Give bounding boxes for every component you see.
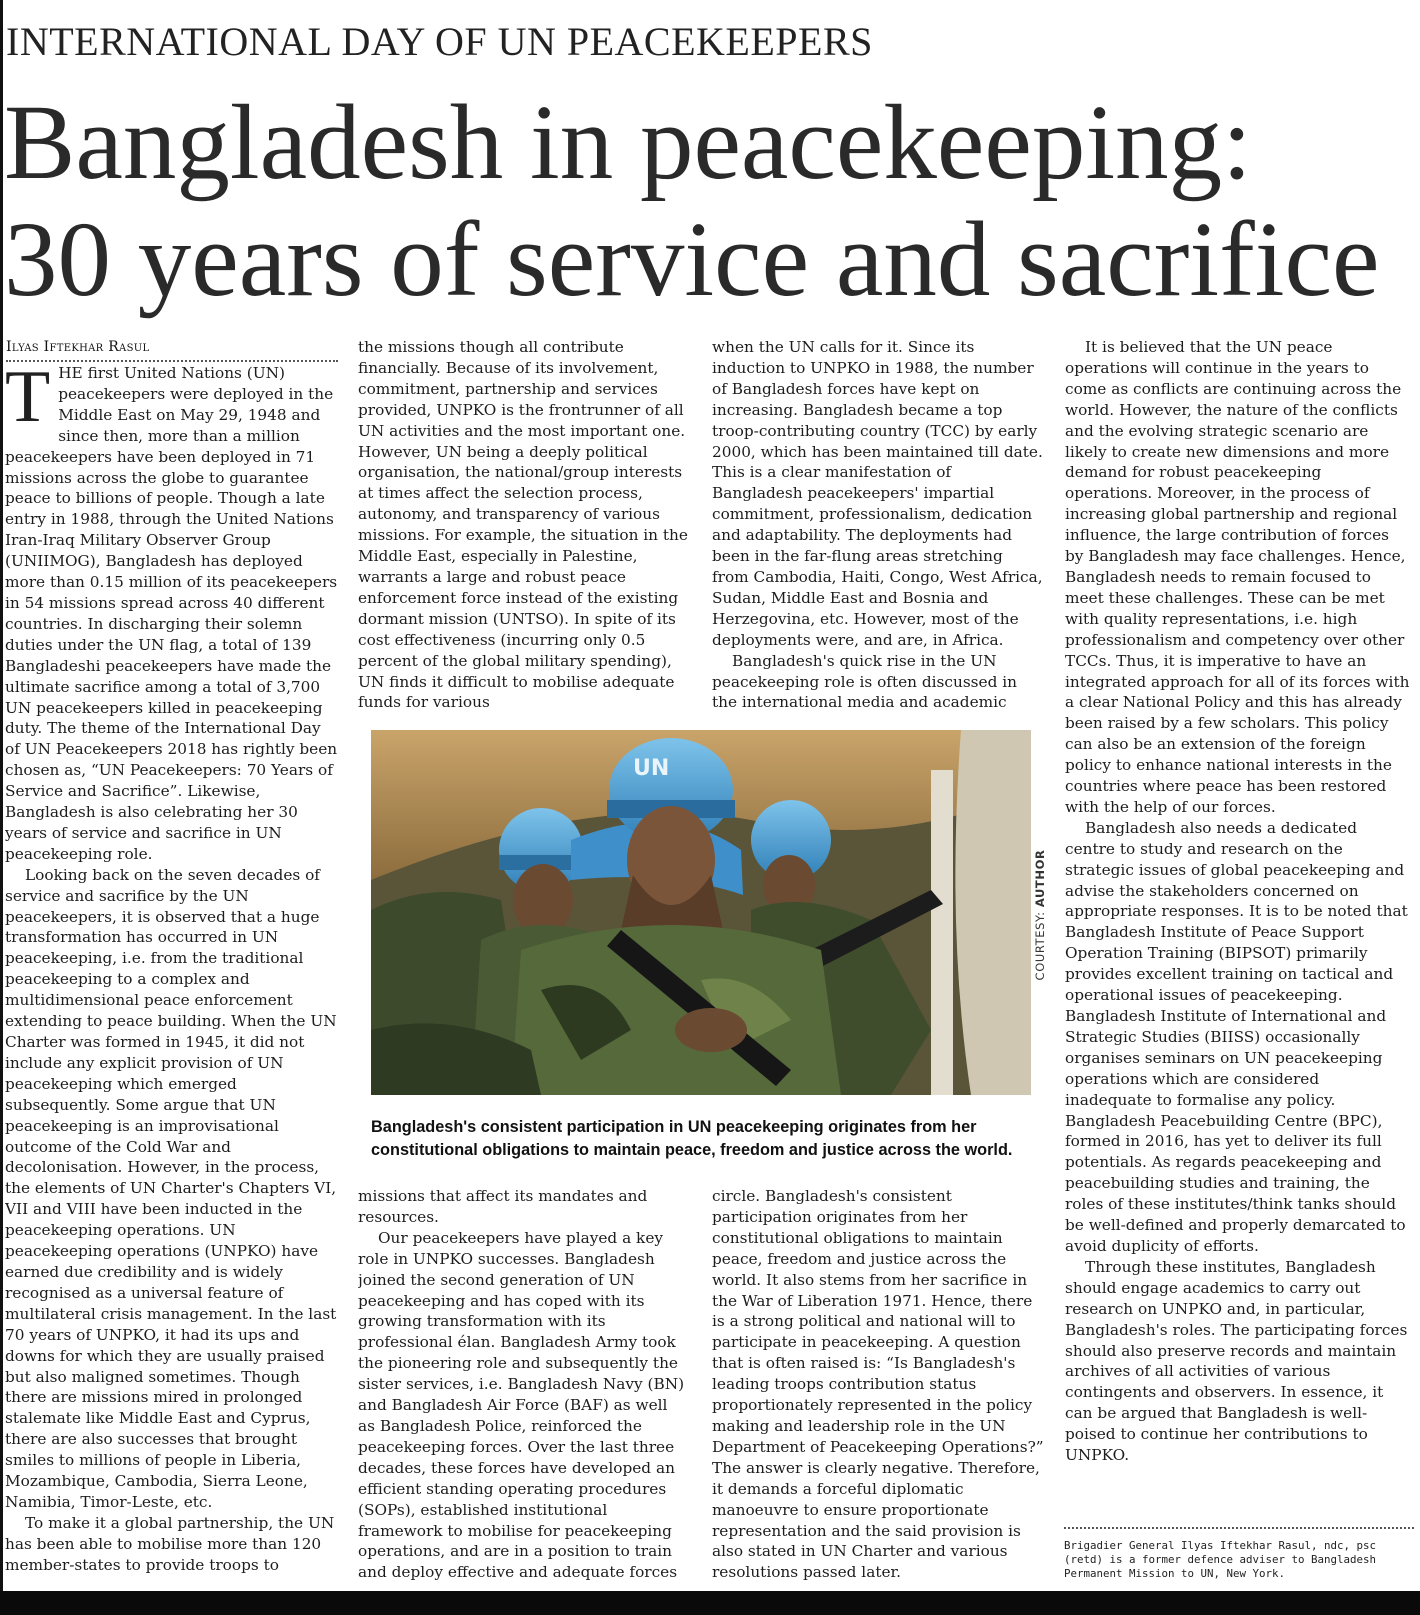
col4-paragraph-1: It is believed that the UN peace operations will continue in the years to come as conflicts are continuing across the world. However, the nature of the conflicts and the evolving strategic scenario are likely to create new dimensions and more demand for robust peacekeeping operations. Moreover, in the process of increasing global partnership and regional influence, the large contribution of forces by Bangladesh may face challenges. Hence, Bangladesh needs to remain focused to meet these challenges. These can be met with quality representations, i.e. high professionalism and competency over other TCCs. Thus, it is imperative to have an integrated approach for all of its forces with a clear National Policy and this has already been raised by a few scholars. This policy can also be an extension of the foreign policy to enhance national interests in the countries where peace has been restored with the help of our forces.: [1065, 338, 1410, 816]
byline: Ilyas Iftekhar Rasul: [6, 338, 338, 362]
photo-credit-label: COURTESY:: [1033, 907, 1047, 981]
col1-paragraph-1: [5, 363, 338, 865]
helmet-un-label: UN: [633, 756, 670, 781]
page-edge-rule: [0, 0, 3, 1591]
hand: [675, 1008, 747, 1052]
article-column-3-bottom: [712, 1186, 1044, 1591]
headline: [4, 85, 1379, 319]
headline-line-1: Bangladesh in peacekeeping:: [4, 84, 1252, 202]
col3-top-paragraph-2: Bangladesh's quick rise in the UN peacekeeping role is often discussed in the international media and academic: [712, 651, 1017, 712]
col1-paragraph-3: To make it a global partnership, the UN has been able to mobilise more than 120 member-states to provide troops to: [5, 1513, 335, 1574]
article-column-3-top: [712, 337, 1044, 717]
article-column-2-bottom: [358, 1186, 688, 1591]
col1-paragraph-1-text: HE first United Nations (UN) peacekeepers were deployed in the Middle East on May 29, 1948 and since then, more than a million peacekeepers have been deployed in 71 missions across the globe to guarantee peace to billions of people. Though a late entry in 1988, through the United Nations Iran-Iraq Military Observer Group (UNIIMOG), Bangladesh has deployed more than 0.15 million of its peacekeepers in 54 missions spread across 40 different countries. In discharging their solemn duties under the UN flag, a total of 139 Bangladeshi peacekeepers have made the ultimate sacrifice among a total of 3,700 UN peacekeepers killed in peacekeeping duty. The theme of the International Day of UN Peacekeepers 2018 has rightly been chosen as, “UN Peacekeepers: 70 Years of Service and Sacrifice”. Likewise, Bangladesh is also celebrating her 30 years of service and sacrifice in UN peacekeeping role.: [5, 364, 338, 863]
photo-credit-name: AUTHOR: [1033, 849, 1047, 908]
col3-top-paragraph-1: when the UN calls for it. Since its induction to UNPKO in 1988, the number of Bangladesh forces have kept on increasing. Bangladesh became a top troop-contributing country (TCC) by early 2000, which has been maintained till date. This is a clear manifestation of Bangladesh peacekeepers' impartial commitment, professionalism, dedication and adaptability. The deployments had been in the far-flung areas stretching from Cambodia, Haiti, Congo, West Africa, Sudan, Middle East and Bosnia and Herzegovina, etc. However, most of the deployments were, and are, in Africa.: [712, 338, 1043, 649]
article-column-2-top: [358, 337, 688, 717]
article-column-1: [5, 363, 338, 1591]
col4-paragraph-2: Bangladesh also needs a dedicated centre to study and research on the strategic issues of global peacekeeping and advise the stakeholders concerned on appropriate responses. It is to be noted that Bangladesh Institute of Peace Support Operation Training (BIPSOT) primarily provides excellent training on tactical and operational issues of peacekeeping. Bangladesh Institute of International and Strategic Studies (BIISS) occasionally organises seminars on UN peacekeeping operations which are considered inadequate to formalise any policy. Bangladesh Peacebuilding Centre (BPC), formed in 2016, has yet to deliver its full potentials. As regards peacekeeping and peacebuilding studies and training, the roles of these institutes/think tanks should be well-defined and properly demarcated to avoid duplicity of efforts.: [1065, 818, 1408, 1255]
col2-bottom-paragraph-1: missions that affect its mandates and resources.: [358, 1187, 648, 1226]
photo-caption: [371, 1116, 1051, 1162]
bottom-bar: [0, 1591, 1420, 1615]
section-kicker: INTERNATIONAL DAY OF UN PEACEKEEPERS: [6, 19, 873, 64]
drop-cap: T: [5, 363, 51, 438]
col3-bottom-paragraph: circle. Bangladesh's consistent participation originates from her constitutional obligations to maintain peace, freedom and justice across the world. It also stems from her sacrifice in the War of Liberation 1971. Hence, there is a strong political and national will to participate in peacekeeping. A question that is often raised is: “Is Bangladesh's leading troops contribution status proportionately represented in the policy making and leadership role in the UN Department of Peacekeeping Operations?” The answer is clearly negative. Therefore, it demands a forceful diplomatic manoeuvre to ensure proportionate representation and the said provision is also stated in UN Charter and various resolutions passed later.: [712, 1187, 1044, 1582]
headline-line-2: 30 years of service and sacrifice: [4, 201, 1380, 319]
article-column-4: [1065, 337, 1410, 1523]
author-bio: Brigadier General Ilyas Iftekhar Rasul, ndc, psc (retd) is a former defence adviser to Bangladesh Permanent Mission to UN, New York.: [1064, 1527, 1414, 1581]
col1-paragraph-2: Looking back on the seven decades of service and sacrifice by the UN peacekeepers, it is observed that a huge transformation has occurred in UN peacekeeping, i.e. from the traditional peacekeeping to a complex and multidimensional peace enforcement extending to peace building. When the UN Charter was formed in 1945, it did not include any explicit provision of UN peacekeeping which emerged subsequently. Some argue that UN peacekeeping is an improvisational outcome of the Cold War and decolonisation. However, in the process, the elements of UN Charter's Chapters VI, VII and VIII have been inducted in the peacekeeping operations. UN peacekeeping operations (UNPKO) have earned due credibility and is widely recognised as a universal feature of multilateral crisis management. In the last 70 years of UNPKO, it had its ups and downs for which they are usually praised but also maligned sometimes. Though there are missions mired in prolonged stalemate like Middle East and Cyprus, there are also successes that brought smiles to millions of people in Liberia, Mozambique, Cambodia, Sierra Leone, Namibia, Timor-Leste, etc.: [5, 865, 337, 1511]
caption-line-2: constitutional obligations to maintain peace, freedom and justice across the world.: [371, 1141, 1013, 1159]
photo-illustration: [371, 730, 1031, 1095]
col2-top-paragraph: the missions though all contribute financially. Because of its involvement, commitment, partnership and services provided, UNPKO is the frontrunner of all UN activities and the most important one. However, UN being a deeply political organisation, the national/group interests at times affect the selection process, autonomy, and transparency of various missions. For example, the situation in the Middle East, especially in Palestine, warrants a large and robust peace enforcement force instead of the existing dormant mission (UNTSO). In spite of its cost effectiveness (incurring only 0.5 percent of the global military spending), UN finds it difficult to mobilise adequate funds for various: [358, 338, 688, 712]
truck-pillar: [931, 770, 953, 1095]
col4-paragraph-3: Through these institutes, Bangladesh should engage academics to carry out research on UNPKO and, in particular, Bangladesh's roles. The participating forces should also preserve records and maintain archives of all activities of various contingents and observers. In essence, it can be argued that Bangladesh is well-poised to continue her contributions to UNPKO.: [1065, 1257, 1408, 1465]
photo-credit: [1032, 735, 1048, 1095]
col2-bottom-paragraph-2: Our peacekeepers have played a key role in UNPKO successes. Bangladesh joined the second generation of UN peacekeeping and has coped with its growing transformation with its professional élan. Bangladesh Army took the pioneering role and subsequently the sister services, i.e. Bangladesh Navy (BN) and Bangladesh Air Force (BAF) as well as Bangladesh Police, reinforced the peacekeeping forces. Over the last three decades, these forces have developed an efficient standing operating procedures (SOPs), established institutional framework to mobilise for peacekeeping operations, and are in a position to train and deploy effective and adequate forces: [358, 1228, 685, 1582]
truck-frame: [955, 730, 1031, 1095]
peacekeepers-photo: [371, 730, 1031, 1095]
caption-line-1: Bangladesh's consistent participation in UN peacekeeping originates from her: [371, 1118, 977, 1136]
